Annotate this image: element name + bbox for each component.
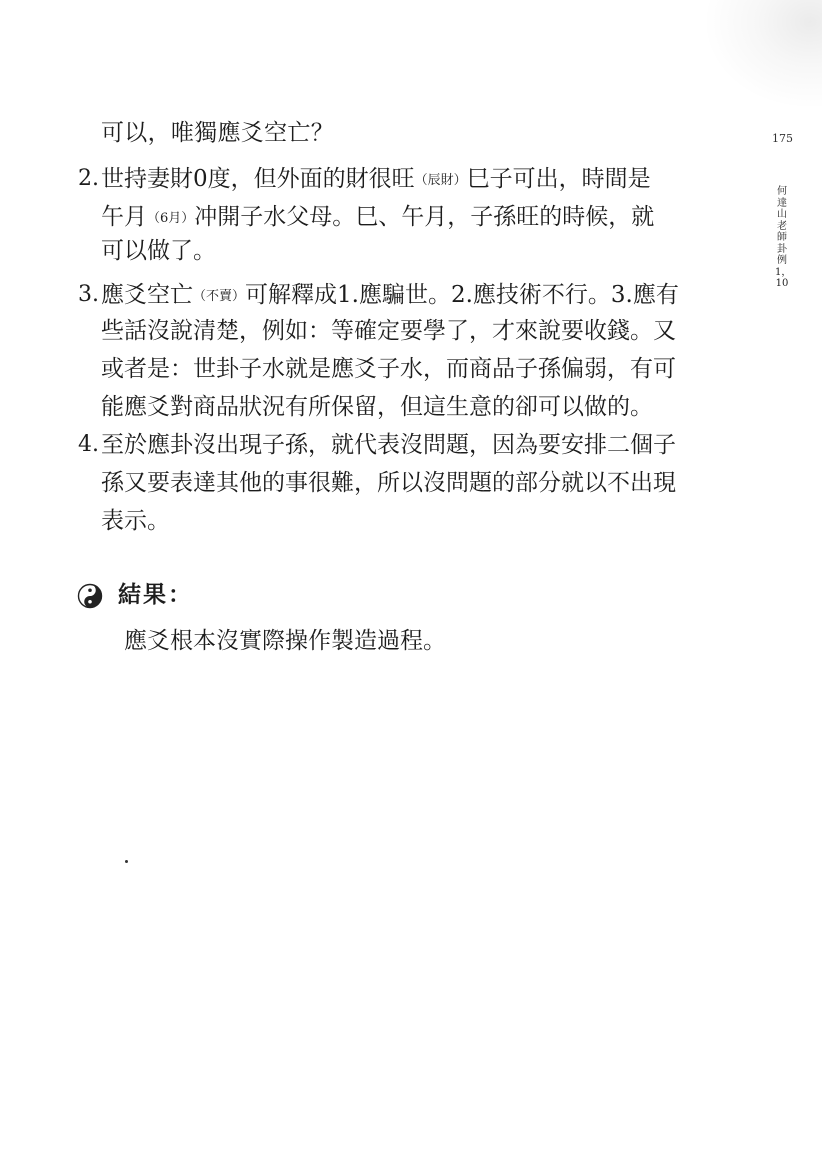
stray-dot [125, 860, 128, 863]
list-line: 些話沒說清楚，例如：等確定要學了，才來說要收錢。又 [101, 318, 676, 344]
scan-speckle [702, 0, 822, 110]
list-line: 可以做了。 [101, 238, 216, 264]
list-line: 表示。 [101, 508, 170, 534]
page-number: 175 [772, 132, 793, 145]
yin-yang-icon [77, 583, 103, 609]
list-line: 午月（6月）冲開子水父母。巳、午月，子孫旺的時候，就 [101, 204, 655, 230]
list-line: 至於應卦沒出現子孫，就代表沒問題，因為要安排二個子 [101, 432, 676, 458]
list-number: 2. [78, 166, 99, 191]
running-head: 何達山老師卦例1，10 [775, 186, 792, 289]
intro-line: 可以，唯獨應爻空亡？ [101, 120, 334, 146]
annotation: （辰財） [414, 173, 467, 188]
list-line: 孫又要表達其他的事很難，所以沒問題的部分就以不出現 [101, 470, 676, 496]
list-line: 或者是：世卦子水就是應爻子水，而商品子孫偏弱，有可 [101, 356, 676, 382]
result-heading: 結果： [118, 581, 193, 608]
list-number: 3. [78, 282, 99, 307]
result-text: 應爻根本沒實際操作製造過程。 [124, 628, 446, 654]
list-number: 4. [78, 432, 99, 457]
list-line: 世持妻財0度，但外面的財很旺（辰財）巳子可出，時間是 [101, 166, 651, 192]
list-line: 能應爻對商品狀況有所保留，但這生意的卻可以做的。 [101, 394, 653, 420]
annotation: （6月） [147, 211, 195, 226]
list-line: 應爻空亡（不賣）可解釋成1.應騙世。2.應技術不行。3.應有 [101, 282, 679, 308]
annotation: （不賣） [193, 289, 246, 304]
